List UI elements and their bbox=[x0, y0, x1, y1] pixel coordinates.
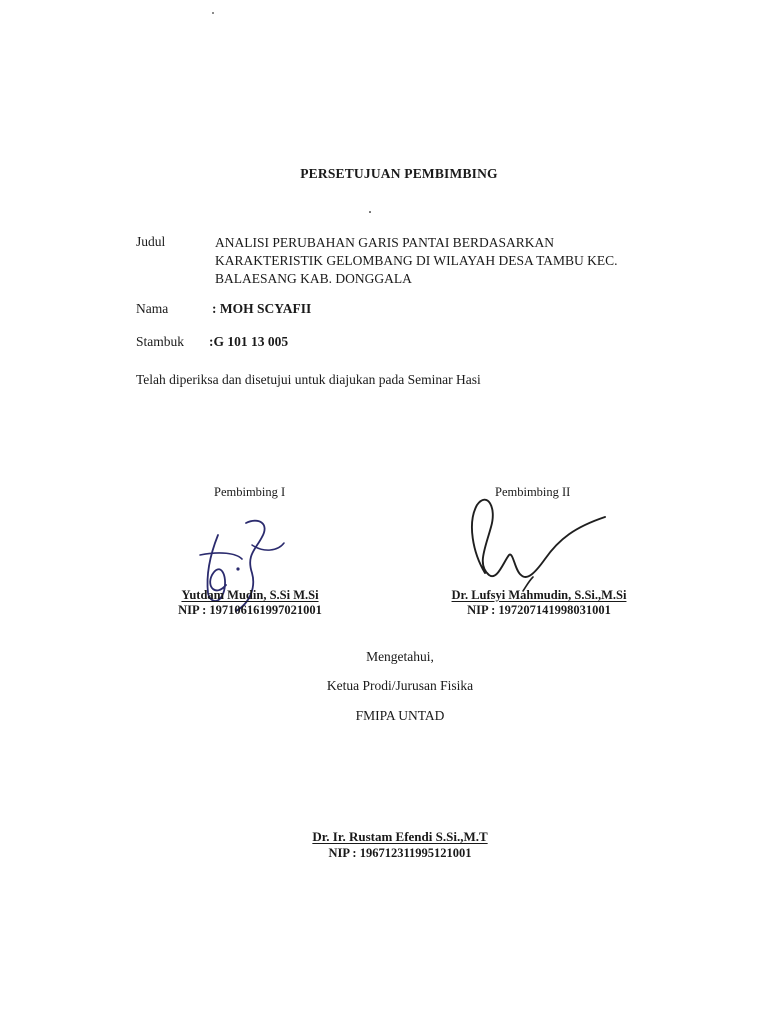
page-title: PERSETUJUAN PEMBIMBING bbox=[300, 166, 498, 181]
judul-line-3: BALAESANG KAB. DONGGALA bbox=[215, 271, 412, 286]
supervisor-1-role: Pembimbing I bbox=[214, 485, 286, 499]
supervisor-2-nip: NIP : 197207141998031001 bbox=[467, 603, 611, 617]
judul-label: Judul bbox=[136, 234, 166, 249]
nama-label: Nama bbox=[136, 301, 169, 316]
supervisor-2-role: Pembimbing II bbox=[495, 485, 571, 499]
supervisor-2-signature bbox=[455, 493, 615, 603]
scan-speck bbox=[212, 12, 214, 14]
judul-line-2: KARAKTERISTIK GELOMBANG DI WILAYAH DESA TAMBU KEC. bbox=[215, 253, 618, 268]
stambuk-value: :G 101 13 005 bbox=[209, 334, 289, 349]
stambuk-label: Stambuk bbox=[136, 334, 185, 349]
acknowledgement-position: Ketua Prodi/Jurusan Fisika bbox=[326, 678, 474, 693]
approval-statement: Telah diperiksa dan disetujui untuk diajukan pada Seminar Hasi bbox=[136, 372, 481, 387]
head-of-department-nip: NIP : 196712311995121001 bbox=[328, 846, 472, 860]
acknowledgement-heading: Mengetahui, bbox=[366, 649, 434, 664]
supervisor-2-name: Dr. Lufsyi Mahmudin, S.Si.,M.Si bbox=[451, 588, 627, 602]
supervisor-1-nip: NIP : 197106161997021001 bbox=[178, 603, 322, 617]
nama-value: : MOH SCYAFII bbox=[212, 301, 312, 316]
judul-line-1: ANALISI PERUBAHAN GARIS PANTAI BERDASARKAN bbox=[215, 235, 554, 250]
acknowledgement-institution: FMIPA UNTAD bbox=[355, 708, 445, 723]
head-of-department-name: Dr. Ir. Rustam Efendi S.Si.,M.T bbox=[312, 829, 488, 844]
supervisor-1-name: Yutdam Mudin, S.Si M.Si bbox=[181, 588, 319, 602]
scan-speck bbox=[369, 211, 371, 213]
